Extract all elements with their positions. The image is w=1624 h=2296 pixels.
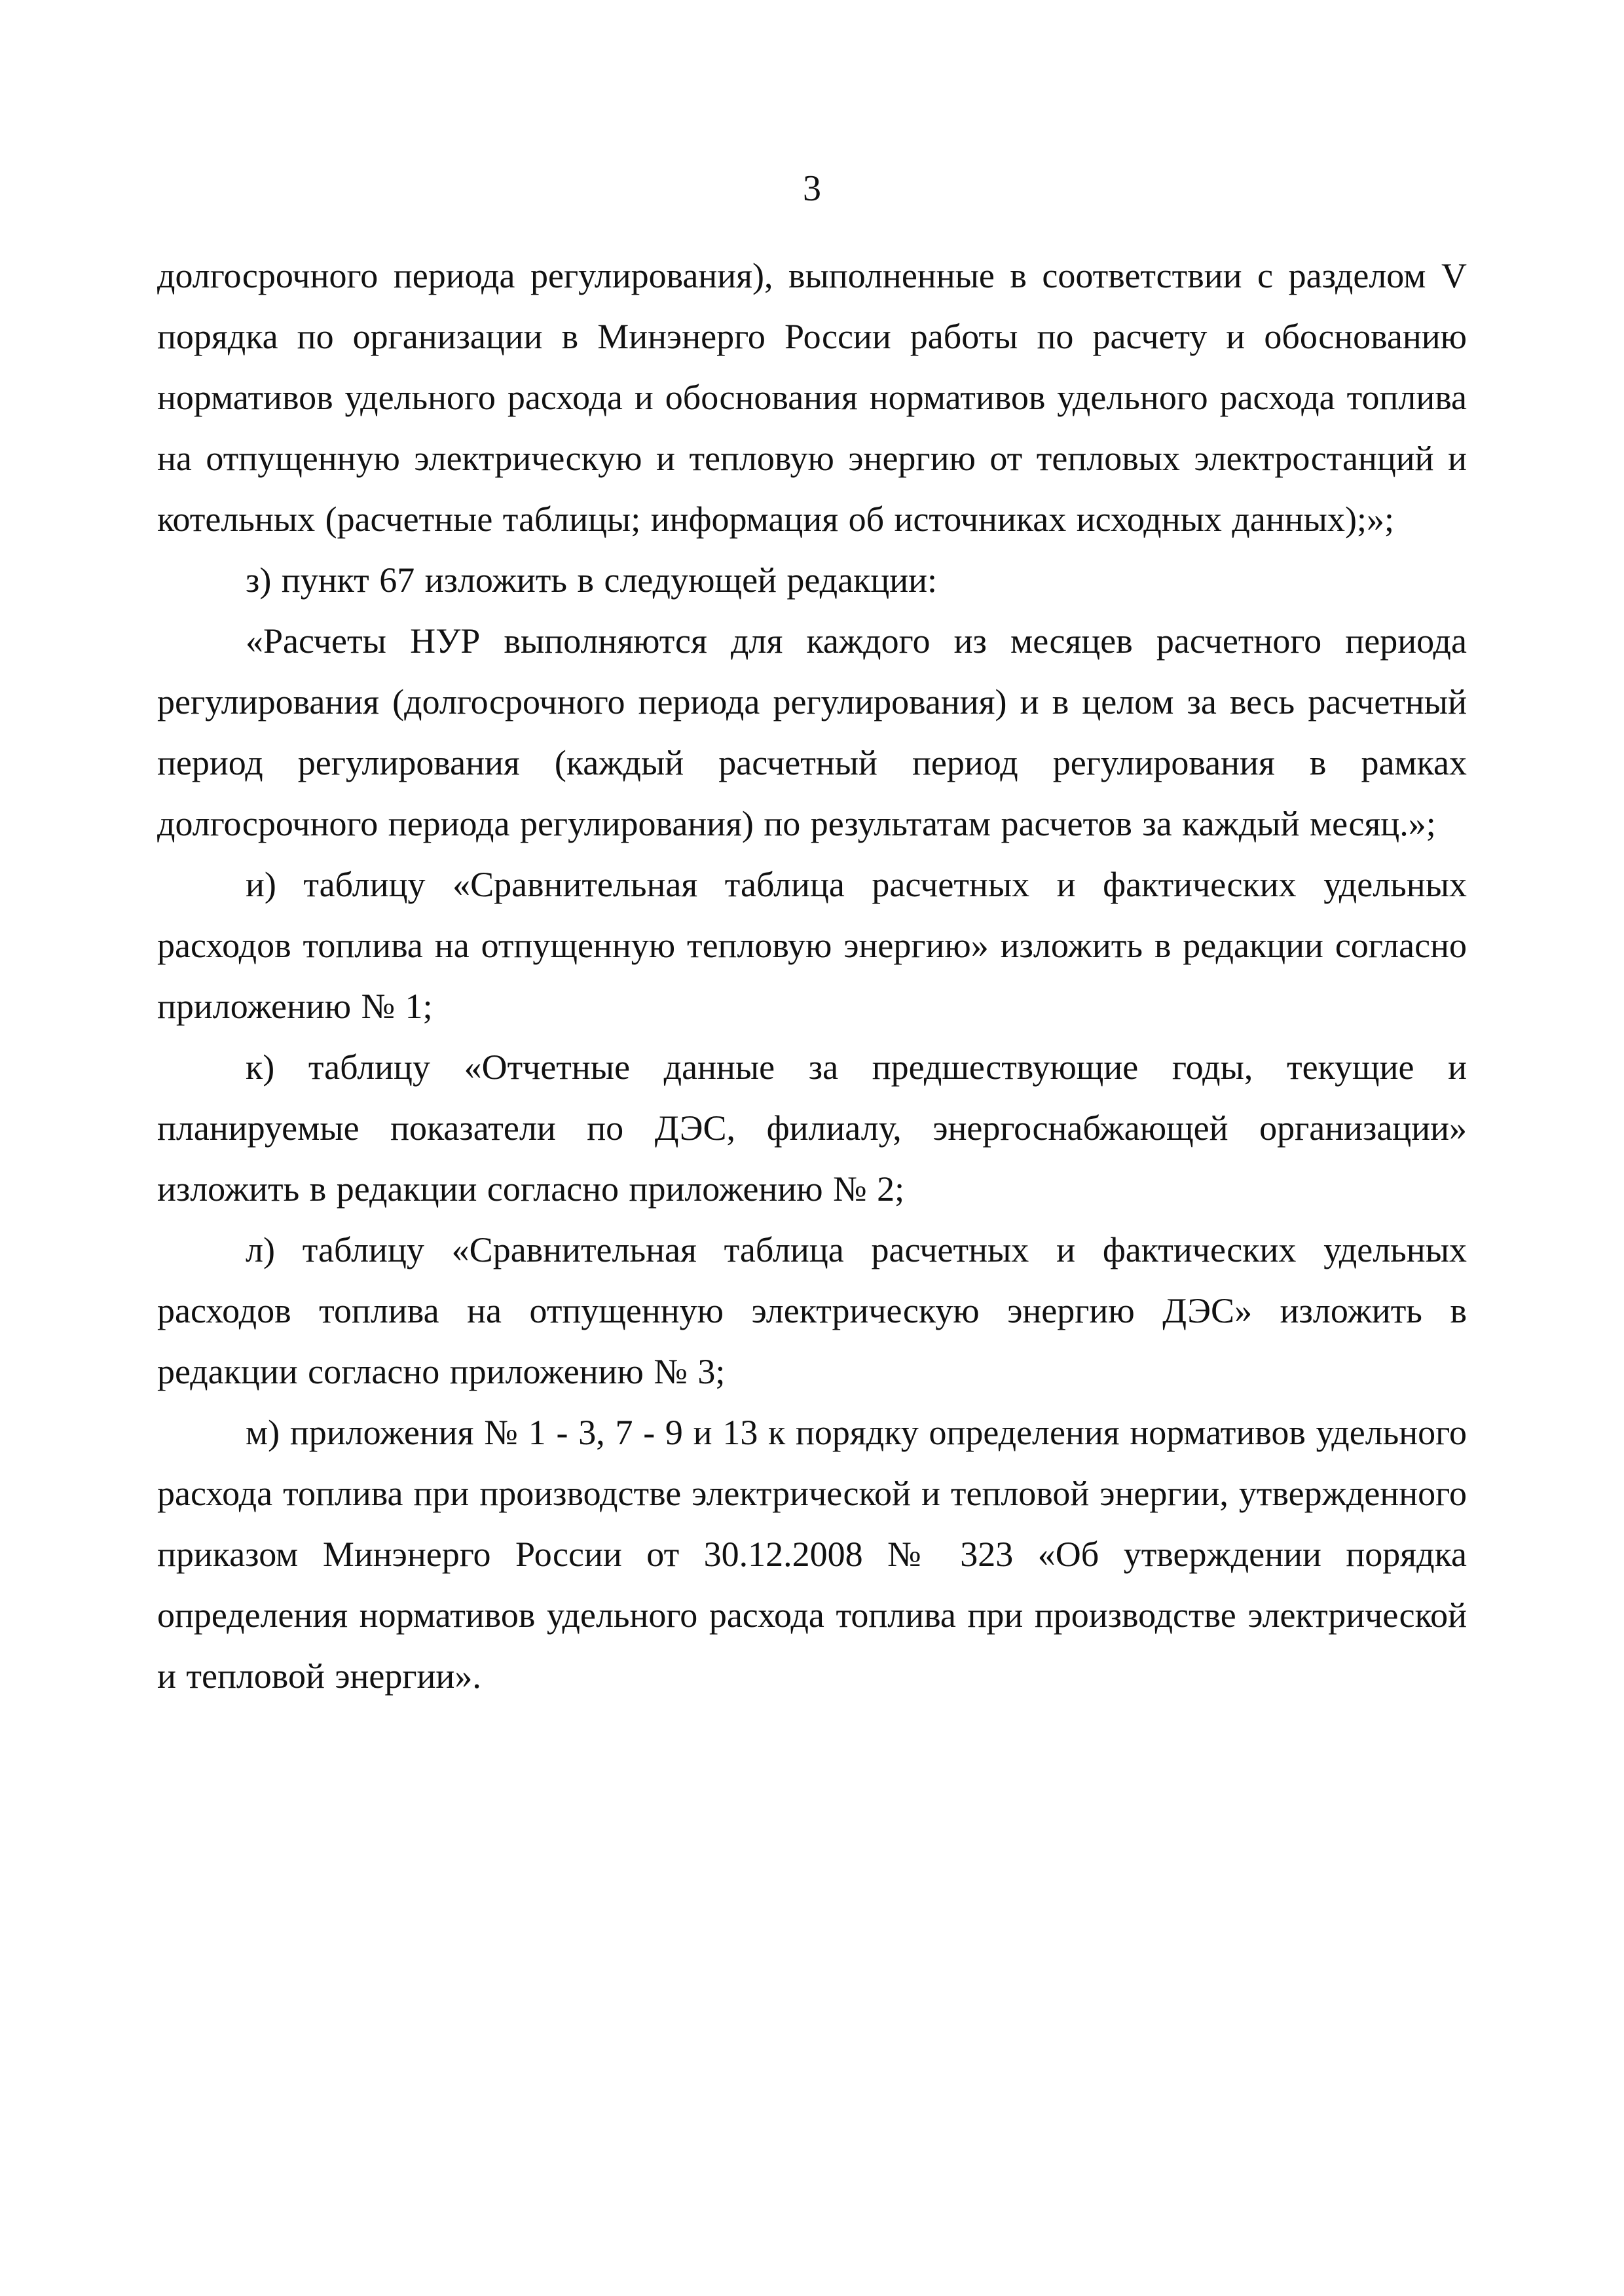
paragraph-item-l: л) таблицу «Сравнительная таблица расчетных и фактических удельных расходов топлива на отпущенную электрическую энергию ДЭС» изложить в редакции согласно приложению № 3; bbox=[157, 1230, 1467, 1391]
paragraph-item-k: к) таблицу «Отчетные данные за предшествующие годы, текущие и планируемые показатели по ДЭС, филиалу, энергоснабжающей организации» изложить в редакции согласно приложению № 2; bbox=[157, 1048, 1467, 1209]
page-number: 3 bbox=[803, 168, 821, 209]
paragraph-item-z-quote: «Расчеты НУР выполняются для каждого из месяцев расчетного периода регулирования (долгосрочного периода регулирования) и в целом за весь расчетный период регулирования (каждый расчетный период регулирования в рамках долгосрочного периода регулирования) по результатам расчетов за каждый месяц.»; bbox=[157, 621, 1467, 843]
paragraph-item-m: м) приложения № 1 - 3, 7 - 9 и 13 к порядку определения нормативов удельного расхода топлива при производстве электрической и тепловой энергии, утвержденного приказом Минэнерго России от 30.12.2008 № 323 «Об утверждении порядка определения нормативов удельного расхода топлива при производстве электрической и тепловой энергии». bbox=[157, 1413, 1467, 1696]
paragraph-continuation: долгосрочного периода регулирования), выполненные в соответствии с разделом V порядка по организации в Минэнерго России работы по расчету и обоснованию нормативов удельного расхода и обоснования нормативов удельного расхода топлива на отпущенную электрическую и тепловую энергию от тепловых электростанций и котельных (расчетные таблицы; информация об источниках исходных данных);»; bbox=[157, 256, 1467, 539]
document-body bbox=[157, 246, 1467, 1707]
paragraph-item-i: и) таблицу «Сравнительная таблица расчетных и фактических удельных расходов топлива на отпущенную тепловую энергию» изложить в редакции согласно приложению № 1; bbox=[157, 865, 1467, 1026]
paragraph-item-z: з) пункт 67 изложить в следующей редакции: bbox=[246, 560, 938, 600]
